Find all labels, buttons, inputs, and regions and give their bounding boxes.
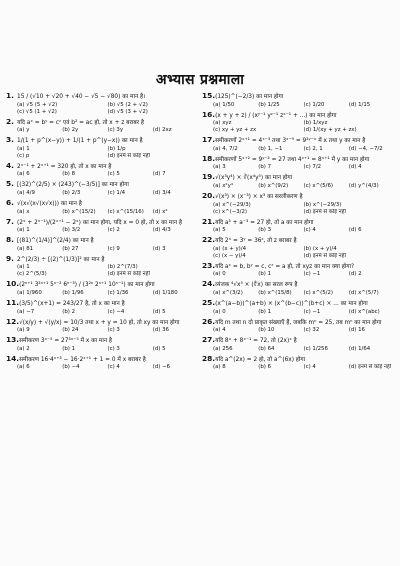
question-text: यदि a^(2x) = 2 हो, तो a^(6x) होगा [215, 356, 306, 363]
answer-option: (c) 3 [107, 345, 120, 352]
question-text: समीकरण 3ˣ⁻⁵ = 27³ˣ⁻⁵ में x का मान है [19, 338, 113, 345]
question-item [202, 280, 394, 297]
answer-option: (a) 1 [17, 227, 30, 234]
answer-option: (c) x^(5/6) [303, 182, 333, 189]
question-number: 17. [202, 136, 216, 145]
answer-option: (b) 1/p [107, 145, 126, 152]
question-text: यदि 2ˣ = 3ʸ = 36ᶻ, तो z बराबर है [215, 238, 297, 245]
answer-options [6, 364, 198, 371]
answer-option: (d) 6 [348, 227, 362, 234]
question-number: 10. [6, 280, 20, 289]
question-text: (x^(a−b))^(a+b) × (x^(b−c))^(b+c) × ... का मान होगा [215, 300, 368, 307]
question-number: 3. [6, 136, 14, 145]
question-item [6, 236, 198, 253]
question-number: 19. [202, 173, 216, 182]
answer-option: (c) 9 [107, 245, 120, 252]
answer-option: (b) 1, −1 [258, 145, 283, 152]
answer-option: (d) 1/(xy + yz + zx) [303, 127, 357, 134]
answer-option: (c) −1 [303, 271, 321, 278]
question-line [202, 173, 394, 183]
answer-options [202, 102, 394, 109]
answer-option: (d) x^(5/7) [348, 289, 379, 296]
answer-option: (b) 2^(7/3) [107, 264, 138, 271]
question-text: समीकरण 16·4ˣ⁺³ − 16·2ˣ⁺¹ + 1 = 0 में x बराबर है [19, 356, 146, 363]
answer-option: (a) y [17, 127, 30, 134]
answer-option: (b) √5 (2 + √2) [107, 101, 148, 108]
question-text: यदि aˣ = b, bʸ = c, cᶻ = a हो, तो xyz का मान क्या होगा? [215, 263, 355, 270]
answer-option: (c) p [17, 152, 30, 159]
answer-option: (c) 4 [303, 227, 316, 234]
answer-option: (b) 8 [62, 171, 76, 178]
question-number: 22. [202, 236, 216, 245]
question-item [202, 155, 394, 172]
answer-option: (d) 2 [348, 271, 362, 278]
question-number: 12. [6, 317, 20, 326]
answer-option: (d) 2xz [152, 127, 172, 134]
question-item [202, 236, 394, 260]
question-item [202, 111, 394, 135]
answer-option: (d) x⁴ [152, 208, 168, 215]
answer-option: (c) 3 [107, 327, 120, 334]
question-text: यदि a³ + a⁻³ = 27 हो, तो a का मान होगा [215, 219, 314, 226]
question-line [6, 92, 198, 102]
answer-option: (b) x^(−29/3) [303, 201, 342, 208]
question-number: 8. [6, 236, 14, 245]
question-line [202, 299, 394, 309]
answer-options [6, 227, 198, 234]
answer-option: (d) इनमें से कोई नहीं [303, 208, 346, 215]
answer-option: (b) x^(9/2) [258, 182, 289, 189]
answer-option: (b) 27 [62, 245, 79, 252]
answer-option: (d) 3 [152, 245, 166, 252]
question-item [202, 318, 394, 335]
answer-option: (c) 1/20 [303, 101, 325, 108]
answer-options [202, 146, 394, 153]
answer-option: (b) x^(15/8) [258, 289, 292, 296]
answer-option: (a) 3 [213, 164, 226, 171]
question-line [6, 299, 198, 309]
answer-options [202, 164, 394, 171]
answer-option: (d) 36 [152, 327, 169, 334]
question-number: 15. [202, 92, 216, 100]
answer-option: (c) −4 [107, 308, 125, 315]
question-line [202, 111, 394, 121]
question-text: 2^(2/3) ÷ [(2)^(1/3)]² का मान है [17, 256, 105, 263]
question-number: 1. [6, 92, 14, 100]
question-line [202, 318, 394, 328]
answer-option: (b) 2y [62, 127, 79, 134]
answer-option: (d) इनमें से कोई नहीं [348, 364, 392, 371]
question-line [6, 280, 198, 290]
answer-option: (d) 16 [348, 327, 365, 334]
answer-option: (c) 7/2 [303, 164, 322, 171]
answer-option: (b) 6 [258, 364, 272, 371]
answer-option: (d) 1/15 [348, 101, 371, 108]
answer-option: (a) 6 [17, 171, 30, 178]
answer-options [202, 246, 394, 260]
question-number: 20. [202, 191, 216, 200]
answer-option: (c) x^(−3/2) [213, 208, 247, 215]
right-column [202, 92, 394, 373]
answer-options [6, 102, 198, 116]
answer-option: (c) 1/4 [107, 189, 126, 196]
answer-option: (b) 1 [258, 271, 272, 278]
question-item [6, 318, 198, 335]
question-line [202, 262, 394, 272]
answer-option: (c) 2, 1 [303, 145, 323, 152]
question-text: 1/(1 + p^(x−y)) + 1/(1 + p^(y−x)) का मान है [17, 138, 143, 145]
question-line [6, 199, 198, 209]
question-text: समीकरणों 5ˣ⁺² = 9ʸ⁻² = 27 तथा 4ˣ⁺¹ = 8ˣ⁺¹ में y का मान होगा [215, 156, 370, 163]
question-line [202, 192, 394, 202]
answer-option: (d) 1/180 [152, 289, 178, 296]
question-text: यदि 8ˣ + 8ˣ⁻¹ = 72, तो (2x)ˣ है [215, 338, 297, 345]
answer-option: (a) 256 [213, 345, 233, 352]
answer-option: (d) −4, −7/2 [348, 145, 383, 152]
answer-options [6, 346, 198, 353]
question-number: 13. [6, 336, 20, 345]
question-number: 28. [202, 354, 216, 363]
question-number: 27. [202, 336, 216, 345]
answer-option: (a) √5 (5 + √2) [17, 101, 58, 108]
answer-option: (c) −1 [303, 308, 321, 315]
answer-options [202, 202, 394, 216]
page-title: अभ्यास प्रश्नमाला [155, 72, 245, 88]
question-item [202, 136, 394, 153]
question-item [6, 255, 198, 279]
question-line [202, 136, 394, 146]
question-line [6, 355, 198, 365]
answer-option: (b) x^(15/2) [62, 208, 96, 215]
question-item [6, 218, 198, 235]
answer-option: (c) 4 [303, 364, 316, 371]
question-text: √(x√(x√(x√x))) का मान है [17, 200, 82, 207]
answer-options [202, 227, 394, 234]
answer-options [6, 171, 198, 178]
answer-option: (b) 2 [62, 308, 76, 315]
question-item [202, 173, 394, 190]
question-number: 24. [202, 280, 216, 289]
question-number: 4. [6, 161, 14, 170]
question-item [6, 162, 198, 179]
answer-option: (a) xyz [213, 120, 232, 127]
answer-option: (a) 4/9 [17, 189, 35, 196]
answer-option: (d) 3/4 [152, 189, 171, 196]
question-line [202, 92, 394, 102]
left-column [6, 92, 198, 373]
answer-option: (b) 24 [62, 327, 79, 334]
answer-options [6, 127, 198, 134]
answer-option: (d) √5 (3 + √2) [107, 108, 148, 115]
question-number: 25. [202, 298, 216, 307]
answer-option: (d) 4 [348, 164, 362, 171]
answer-option: (a) 9 [17, 327, 30, 334]
answer-options [6, 290, 198, 297]
answer-option: (c) 4 [107, 364, 120, 371]
answer-option: (d) इनमें से कोई नहीं [107, 152, 150, 159]
question-line [6, 118, 198, 128]
answer-option: (d) 5 [152, 308, 166, 315]
question-number: 21. [202, 217, 216, 226]
question-number: 7. [6, 217, 14, 226]
answer-option: (a) 0 [213, 271, 226, 278]
question-number: 14. [6, 354, 20, 363]
answer-options [202, 290, 394, 297]
question-item [6, 355, 198, 372]
answer-option: (c) 5 [107, 171, 120, 178]
question-text: 15 / (√10 + √20 + √40 − √5 − √80) का मान है। [17, 94, 146, 100]
question-text: (2ⁿ⁺¹ 3²ⁿ⁺¹ 5ⁿ⁻² 6ⁿ⁻³) / (3²ⁿ 2ⁿ⁺¹ 10ⁿ⁻¹) का मान होगा [19, 282, 155, 289]
question-item [202, 299, 394, 316]
question-text: समीकरणों 2ˣ⁺¹ = 4ˣ⁻³ तथा 3ˣ⁻⁹ = 9²ʸ⁻ˣ में x तथा y का मान है [215, 138, 366, 145]
answer-option: (c) 2 [107, 227, 120, 234]
question-line [6, 218, 198, 228]
answer-option: (c) 3y [107, 127, 124, 134]
question-line [202, 336, 394, 346]
question-item [6, 136, 198, 160]
question-item [202, 336, 394, 353]
question-line [202, 236, 394, 246]
answer-option: (c) x^(5/2) [303, 289, 333, 296]
answer-option: (b) (x + y)/4 [303, 245, 337, 252]
question-number: 23. [202, 261, 216, 270]
answer-option: (d) इनमें से कोई नहीं [303, 252, 346, 259]
answer-option: (a) 1/50 [213, 101, 235, 108]
answer-option: (a) x²y⁴ [213, 182, 233, 189]
answer-options [202, 327, 394, 334]
answer-options [6, 146, 198, 160]
question-item [6, 92, 198, 116]
answer-option: (c) 32 [303, 327, 320, 334]
answer-option: (a) 1/960 [17, 289, 42, 296]
question-line [6, 180, 198, 190]
answer-option: (a) 1 [17, 145, 30, 152]
answer-option: (a) (x + y)/4 [213, 245, 246, 252]
answer-option: (a) −7 [17, 308, 35, 315]
answer-option: (a) 6 [17, 364, 30, 371]
answer-option: (d) इनमें से कोई नहीं [107, 271, 150, 278]
answer-option: (b) 3 [258, 227, 272, 234]
answer-option: (a) 4, 7/2 [213, 145, 238, 152]
question-line [6, 136, 198, 146]
answer-option: (a) 81 [17, 245, 34, 252]
answer-option: (a) 8 [213, 364, 226, 371]
answer-option: (b) 7 [258, 164, 272, 171]
question-text: 2ˣ⁻¹ + 2ˣ⁺¹ = 320 हो, तो x का मान है [17, 163, 112, 170]
question-number: 11. [6, 298, 20, 307]
answer-option: (c) √5 (1 + √2) [17, 108, 57, 115]
answer-option: (b) 1/xyz [303, 120, 328, 127]
answer-options [202, 183, 394, 190]
question-text: व्यंजक ⁴√x⁵ × (∜x) का सरल रूप है [215, 282, 298, 289]
answer-option: (a) 5 [213, 227, 226, 234]
question-text: [(81)^(1/4)]^(2/4) का मान है [17, 238, 94, 245]
answer-option: (c) 1/36 [107, 289, 129, 296]
answer-option: (a) 0 [213, 308, 226, 315]
question-item [6, 118, 198, 135]
question-item [6, 299, 198, 316]
answer-option: (c) x^(15/16) [107, 208, 144, 215]
answer-option: (b) −4 [62, 364, 80, 371]
answer-option: (d) 5 [152, 345, 166, 352]
question-line [6, 336, 198, 346]
answer-options [202, 309, 394, 316]
answer-options [202, 346, 394, 353]
question-number: 9. [6, 254, 14, 263]
question-item [202, 192, 394, 216]
question-item [6, 180, 198, 197]
answer-option: (a) x^(−29/3) [213, 201, 251, 208]
question-text: (x + y + z) / (xʸ⁻¹ yᶻ⁻¹ zˣ⁻¹ + ...) का मान होगा [215, 112, 337, 119]
answer-option: (a) 1 [17, 264, 30, 271]
answer-option: (a) 4 [213, 327, 226, 334]
answer-option: (d) −6 [152, 364, 171, 371]
answer-option: (b) 3/2 [62, 227, 81, 234]
question-item [6, 336, 198, 353]
answer-option: (c) (x − y)/4 [213, 252, 246, 259]
question-text: यदि m तथा n दो प्राकृत संख्याएँ हैं, जबकि mⁿ = 25, तब mⁿ का मान होगा [215, 319, 382, 326]
answer-option: (d) x^(abc) [348, 308, 380, 315]
question-line [6, 318, 198, 328]
answer-option: (b) 2/3 [62, 189, 81, 196]
question-text: [(32)^(2/5) × (243)^(−3/5)] का मान होगा [17, 182, 129, 189]
question-line [6, 236, 198, 246]
question-number: 2. [6, 117, 14, 126]
answer-options [6, 190, 198, 197]
answer-options [202, 271, 394, 278]
question-text: यदि aˣ = bʸ = cᶻ एवं b² = ac हो, तो x + z बराबर है [17, 119, 144, 126]
question-text: √(x³) × (x⁻³) × x³ का सरलीकरण है [215, 193, 303, 200]
answer-option: (b) 1 [62, 345, 76, 352]
question-number: 16. [202, 110, 216, 119]
question-item [202, 262, 394, 279]
question-line [6, 162, 198, 172]
question-line [202, 355, 394, 365]
answer-option: (b) 1/25 [258, 101, 280, 108]
answer-options [6, 246, 198, 253]
answer-options [6, 209, 198, 216]
answer-option: (c) 1/256 [303, 345, 328, 352]
answer-option: (d) y^(4/3) [348, 182, 379, 189]
question-item [202, 92, 394, 109]
question-number: 5. [6, 180, 14, 189]
question-line [202, 155, 394, 165]
answer-option: (b) 1 [258, 308, 272, 315]
answer-options [202, 120, 394, 134]
question-number: 26. [202, 317, 216, 326]
question-text: √(x/y) + √(y/x) = 10/3 तथा x + y = 10 हो, तो xy का मान होगा [19, 319, 180, 326]
answer-options [6, 327, 198, 334]
answer-option: (d) 4/3 [152, 227, 171, 234]
question-text: (3/5)^(x+1) = 243/27 है, तो x का मान है [19, 300, 125, 307]
question-line [6, 255, 198, 265]
question-line [202, 218, 394, 228]
question-text: √(x³y⁴) × ∛(x⁴y⁵) का मान होगा [215, 175, 293, 182]
question-text: (2ˣ + 2ˣ⁻¹)/(2ˣ⁺¹ − 2ˣ) का मान होगा, यदि x = 0 हो, तो x का मान है [17, 219, 182, 226]
answer-option: (b) 1/96 [62, 289, 84, 296]
answer-option: (b) 64 [258, 345, 275, 352]
answer-option: (a) 2 [17, 345, 30, 352]
question-number: 18. [202, 154, 216, 163]
answer-option: (d) 1/64 [348, 345, 371, 352]
question-line [202, 280, 394, 290]
question-text: (125)^(−2/3) का मान होगा [215, 94, 284, 100]
question-item [202, 218, 394, 235]
question-item [6, 280, 198, 297]
answer-option: (a) x^(3/2) [213, 289, 243, 296]
question-item [6, 199, 198, 216]
answer-options [202, 364, 394, 371]
question-item [202, 355, 394, 372]
answer-option: (a) x [17, 208, 30, 215]
answer-option: (c) xy + yz + zx [213, 127, 257, 134]
answer-option: (b) 10 [258, 327, 275, 334]
answer-option: (d) 7 [152, 171, 166, 178]
answer-option: (c) 2^(5/3) [17, 271, 47, 278]
answer-options [6, 309, 198, 316]
question-number: 6. [6, 198, 14, 207]
answer-options [6, 264, 198, 278]
